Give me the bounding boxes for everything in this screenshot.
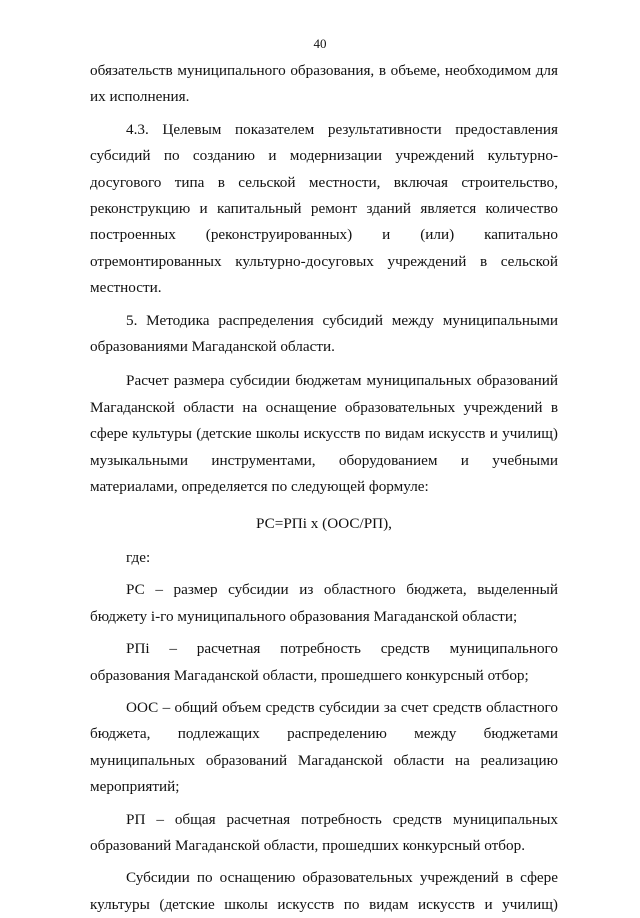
paragraph-subsidies: Субсидии по оснащению образовательных учреждений в сфере культуры (детские школы искусств по видам искусств и училищ) — [90, 869, 558, 913]
paragraph-continuation: обязательств муниципального образования, в объеме, необходимом для их исполнения. — [90, 62, 558, 106]
page-number: 40 — [313, 36, 327, 51]
document-body — [90, 58, 558, 918]
definition-rs: РС – размер субсидии из областного бюджета, выделенный бюджету i-го муниципального образования Магаданской области; — [90, 581, 558, 625]
formula: РС=РПi х (ООС/РП), — [256, 514, 392, 532]
paragraph-target-indicator: 4.3. Целевым показателем результативности предоставления субсидий по созданию и модернизации учреждений культурно-досугового типа в сельской местности, включая строительство, реконструкцию и капитальный ремонт зданий является количество построенных (реконструированных) и (или) капитально отремонтированных культурно-досуговых учреждений в сельской местности. — [90, 120, 558, 297]
definition-rp: РП – общая расчетная потребность средств муниципальных образований Магаданской области, прошедших конкурсный отбор. — [90, 810, 558, 854]
paragraph-calculation: Расчет размера субсидии бюджетам муниципальных образований Магаданской области на оснащение образовательных учреждений в сфере культуры (детские школы искусств по видам искусств и училищ) музыкальными инструментами, оборудованием и учебными материалами, определяется по следующей формуле: — [90, 372, 558, 496]
definition-oos: ООС – общий объем средств субсидии за счет средств областного бюджета, подлежащих распределению между бюджетами муниципальных образований Магаданской области на реализацию мероприятий; — [90, 698, 558, 796]
section-heading-methodology: 5. Методика распределения субсидий между муниципальными образованиями Магаданской области. — [90, 311, 558, 356]
where-label: где: — [126, 548, 151, 566]
definition-rpi: РПi – расчетная потребность средств муниципального образования Магаданской области, прошедшего конкурсный отбор; — [90, 640, 558, 684]
